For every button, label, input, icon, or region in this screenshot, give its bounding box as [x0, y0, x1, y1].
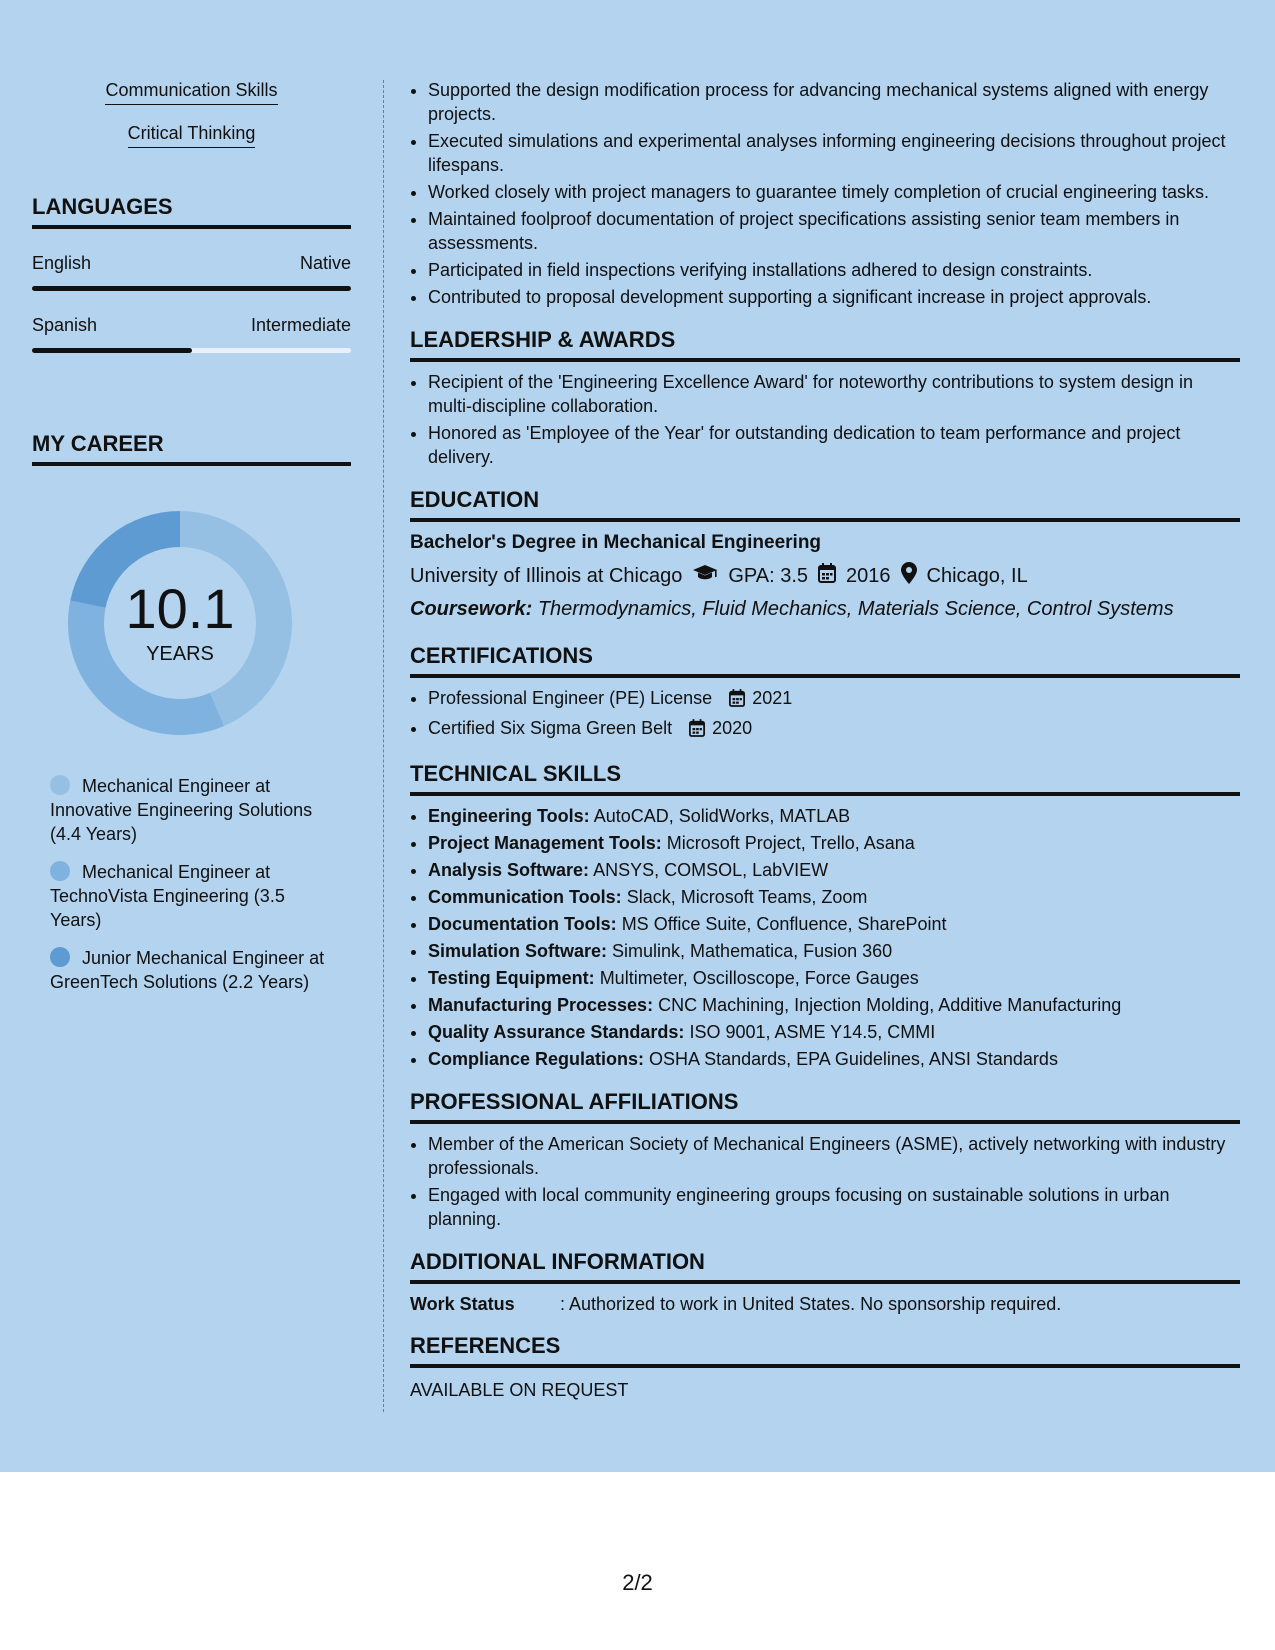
- legend-dot: [50, 861, 70, 881]
- certifications-list: [410, 686, 1240, 743]
- legend-dot: [50, 775, 70, 795]
- skills-heading: TECHNICAL SKILLS: [410, 761, 1240, 796]
- skill-value: OSHA Standards, EPA Guidelines, ANSI Standards: [649, 1049, 1058, 1069]
- skill-item: [428, 831, 1240, 855]
- language-level: Native: [299, 253, 351, 273]
- skill-label: Testing Equipment:: [428, 968, 595, 988]
- calendar-icon: [818, 563, 836, 589]
- language-bar-fill: [32, 348, 192, 353]
- career-donut-chart: [65, 508, 295, 738]
- legend-dot: [50, 947, 70, 967]
- certification-name: Certified Six Sigma Green Belt: [428, 718, 673, 738]
- career-legend-text: Mechanical Engineer at Innovative Engineering Solutions (4.4 Years): [50, 776, 313, 844]
- skill-value: Slack, Microsoft Teams, Zoom: [626, 887, 868, 907]
- skill-value: Multimeter, Oscilloscope, Force Gauges: [599, 968, 919, 988]
- career-total: 10.1: [125, 576, 235, 640]
- skill-item: [428, 804, 1240, 828]
- work-status-label: Work Status: [410, 1294, 515, 1314]
- leadership-item: • Recipient of the 'Engineering Excellence Award' for noteworthy contributions to system design in multi-discipline collaboration.: [428, 370, 1240, 418]
- certification-item: [428, 716, 1240, 743]
- skill-label: Compliance Regulations:: [428, 1049, 645, 1069]
- skill-item: [428, 1047, 1240, 1071]
- certification-year: 2020: [712, 718, 753, 738]
- skill-label: Documentation Tools:: [428, 914, 617, 934]
- skill-item: [428, 966, 1240, 990]
- certification-item: [428, 686, 1240, 713]
- career-unit: YEARS: [146, 642, 214, 665]
- references-text: AVAILABLE ON REQUEST: [410, 1380, 629, 1400]
- skill-value: CNC Machining, Injection Molding, Additive Manufacturing: [658, 995, 1122, 1015]
- strength-item: Critical Thinking: [128, 123, 256, 148]
- leadership-list: [410, 370, 1240, 469]
- career-legend-item: [50, 860, 351, 932]
- skill-label: Simulation Software:: [428, 941, 608, 961]
- language-level: Intermediate: [250, 315, 351, 335]
- experience-bullet: • Maintained foolproof documentation of project specifications assisting senior team members in assessments.: [428, 207, 1240, 255]
- language-bar: [32, 348, 351, 353]
- affiliation-item: • Engaged with local community engineering groups focusing on sustainable solutions in urban planning.: [428, 1183, 1240, 1231]
- education-school: University of Illinois at Chicago: [410, 564, 683, 587]
- education-heading: EDUCATION: [410, 487, 1240, 522]
- skill-label: Manufacturing Processes:: [428, 995, 654, 1015]
- skill-value: ISO 9001, ASME Y14.5, CMMI: [689, 1022, 936, 1042]
- sidebar: [32, 80, 351, 1008]
- career-heading: MY CAREER: [32, 431, 351, 466]
- skill-item: [428, 1020, 1240, 1044]
- career-legend-text: Mechanical Engineer at TechnoVista Engineering (3.5 Years): [50, 862, 285, 930]
- languages-heading: LANGUAGES: [32, 194, 351, 229]
- skill-value: MS Office Suite, Confluence, SharePoint: [621, 914, 947, 934]
- graduation-cap-icon: [692, 564, 718, 588]
- certification-year: 2021: [752, 688, 793, 708]
- experience-bullet: • Supported the design modification process for advancing mechanical systems aligned with energy projects.: [428, 78, 1240, 126]
- location-pin-icon: [901, 562, 917, 590]
- certification-name: Professional Engineer (PE) License: [428, 688, 713, 708]
- education-degree: Bachelor's Degree in Mechanical Engineering: [410, 532, 822, 553]
- work-status-value: : Authorized to work in United States. No sponsorship required.: [560, 1294, 1062, 1314]
- skill-item: [428, 858, 1240, 882]
- language-entry: [32, 253, 351, 291]
- skill-label: Quality Assurance Standards:: [428, 1022, 685, 1042]
- skill-item: [428, 912, 1240, 936]
- career-legend-text: Junior Mechanical Engineer at GreenTech Solutions (2.2 Years): [50, 948, 325, 992]
- experience-bullet: • Participated in field inspections verifying installations adhered to design constraints.: [428, 258, 1240, 282]
- coursework-label: Coursework:: [410, 598, 533, 620]
- education-year: 2016: [846, 564, 891, 587]
- skill-item: [428, 993, 1240, 1017]
- skill-label: Communication Tools:: [428, 887, 622, 907]
- work-status-row: [410, 1294, 1240, 1315]
- column-divider: [383, 80, 384, 1412]
- skill-value: AutoCAD, SolidWorks, MATLAB: [593, 806, 851, 826]
- strength-item: Communication Skills: [105, 80, 277, 105]
- affiliation-item: • Member of the American Society of Mechanical Engineers (ASME), actively networking with industry professionals.: [428, 1132, 1240, 1180]
- skill-label: Engineering Tools:: [428, 806, 590, 826]
- career-legend: [50, 774, 351, 994]
- experience-bullets: [410, 78, 1240, 309]
- education-details: [410, 562, 1240, 590]
- career-legend-item: [50, 946, 351, 994]
- experience-bullet: • Worked closely with project managers to guarantee timely completion of crucial engineering tasks.: [428, 180, 1240, 204]
- language-name: English: [32, 253, 92, 273]
- calendar-icon: [729, 689, 745, 713]
- certifications-heading: CERTIFICATIONS: [410, 643, 1240, 678]
- experience-bullet: • Contributed to proposal development supporting a significant increase in project approvals.: [428, 285, 1240, 309]
- education-location: Chicago, IL: [926, 564, 1028, 587]
- affiliations-heading: PROFESSIONAL AFFILIATIONS: [410, 1089, 1240, 1124]
- coursework-value: Thermodynamics, Fluid Mechanics, Materials Science, Control Systems: [537, 598, 1174, 620]
- strengths-list: [32, 80, 351, 148]
- leadership-heading: LEADERSHIP & AWARDS: [410, 327, 1240, 362]
- additional-info-heading: ADDITIONAL INFORMATION: [410, 1249, 1240, 1284]
- skill-item: [428, 939, 1240, 963]
- page-number: 2/2: [622, 1570, 653, 1595]
- experience-bullet: • Executed simulations and experimental analyses informing engineering decisions throughout project lifespans.: [428, 129, 1240, 177]
- skill-item: [428, 885, 1240, 909]
- language-entry: [32, 315, 351, 353]
- leadership-item: • Honored as 'Employee of the Year' for outstanding dedication to team performance and project delivery.: [428, 421, 1240, 469]
- language-bar: [32, 286, 351, 291]
- main-content: [410, 78, 1240, 1401]
- affiliations-list: [410, 1132, 1240, 1231]
- skills-list: [410, 804, 1240, 1071]
- education-gpa: GPA: 3.5: [728, 564, 809, 587]
- calendar-icon: [689, 719, 705, 743]
- language-name: Spanish: [32, 315, 98, 335]
- skill-label: Project Management Tools:: [428, 833, 662, 853]
- language-bar-fill: [32, 286, 351, 291]
- references-heading: REFERENCES: [410, 1333, 1240, 1368]
- skill-label: Analysis Software:: [428, 860, 590, 880]
- skill-value: Microsoft Project, Trello, Asana: [666, 833, 915, 853]
- education-coursework: [410, 598, 1240, 621]
- skill-value: Simulink, Mathematica, Fusion 360: [612, 941, 893, 961]
- skill-value: ANSYS, COMSOL, LabVIEW: [593, 860, 829, 880]
- career-legend-item: [50, 774, 351, 846]
